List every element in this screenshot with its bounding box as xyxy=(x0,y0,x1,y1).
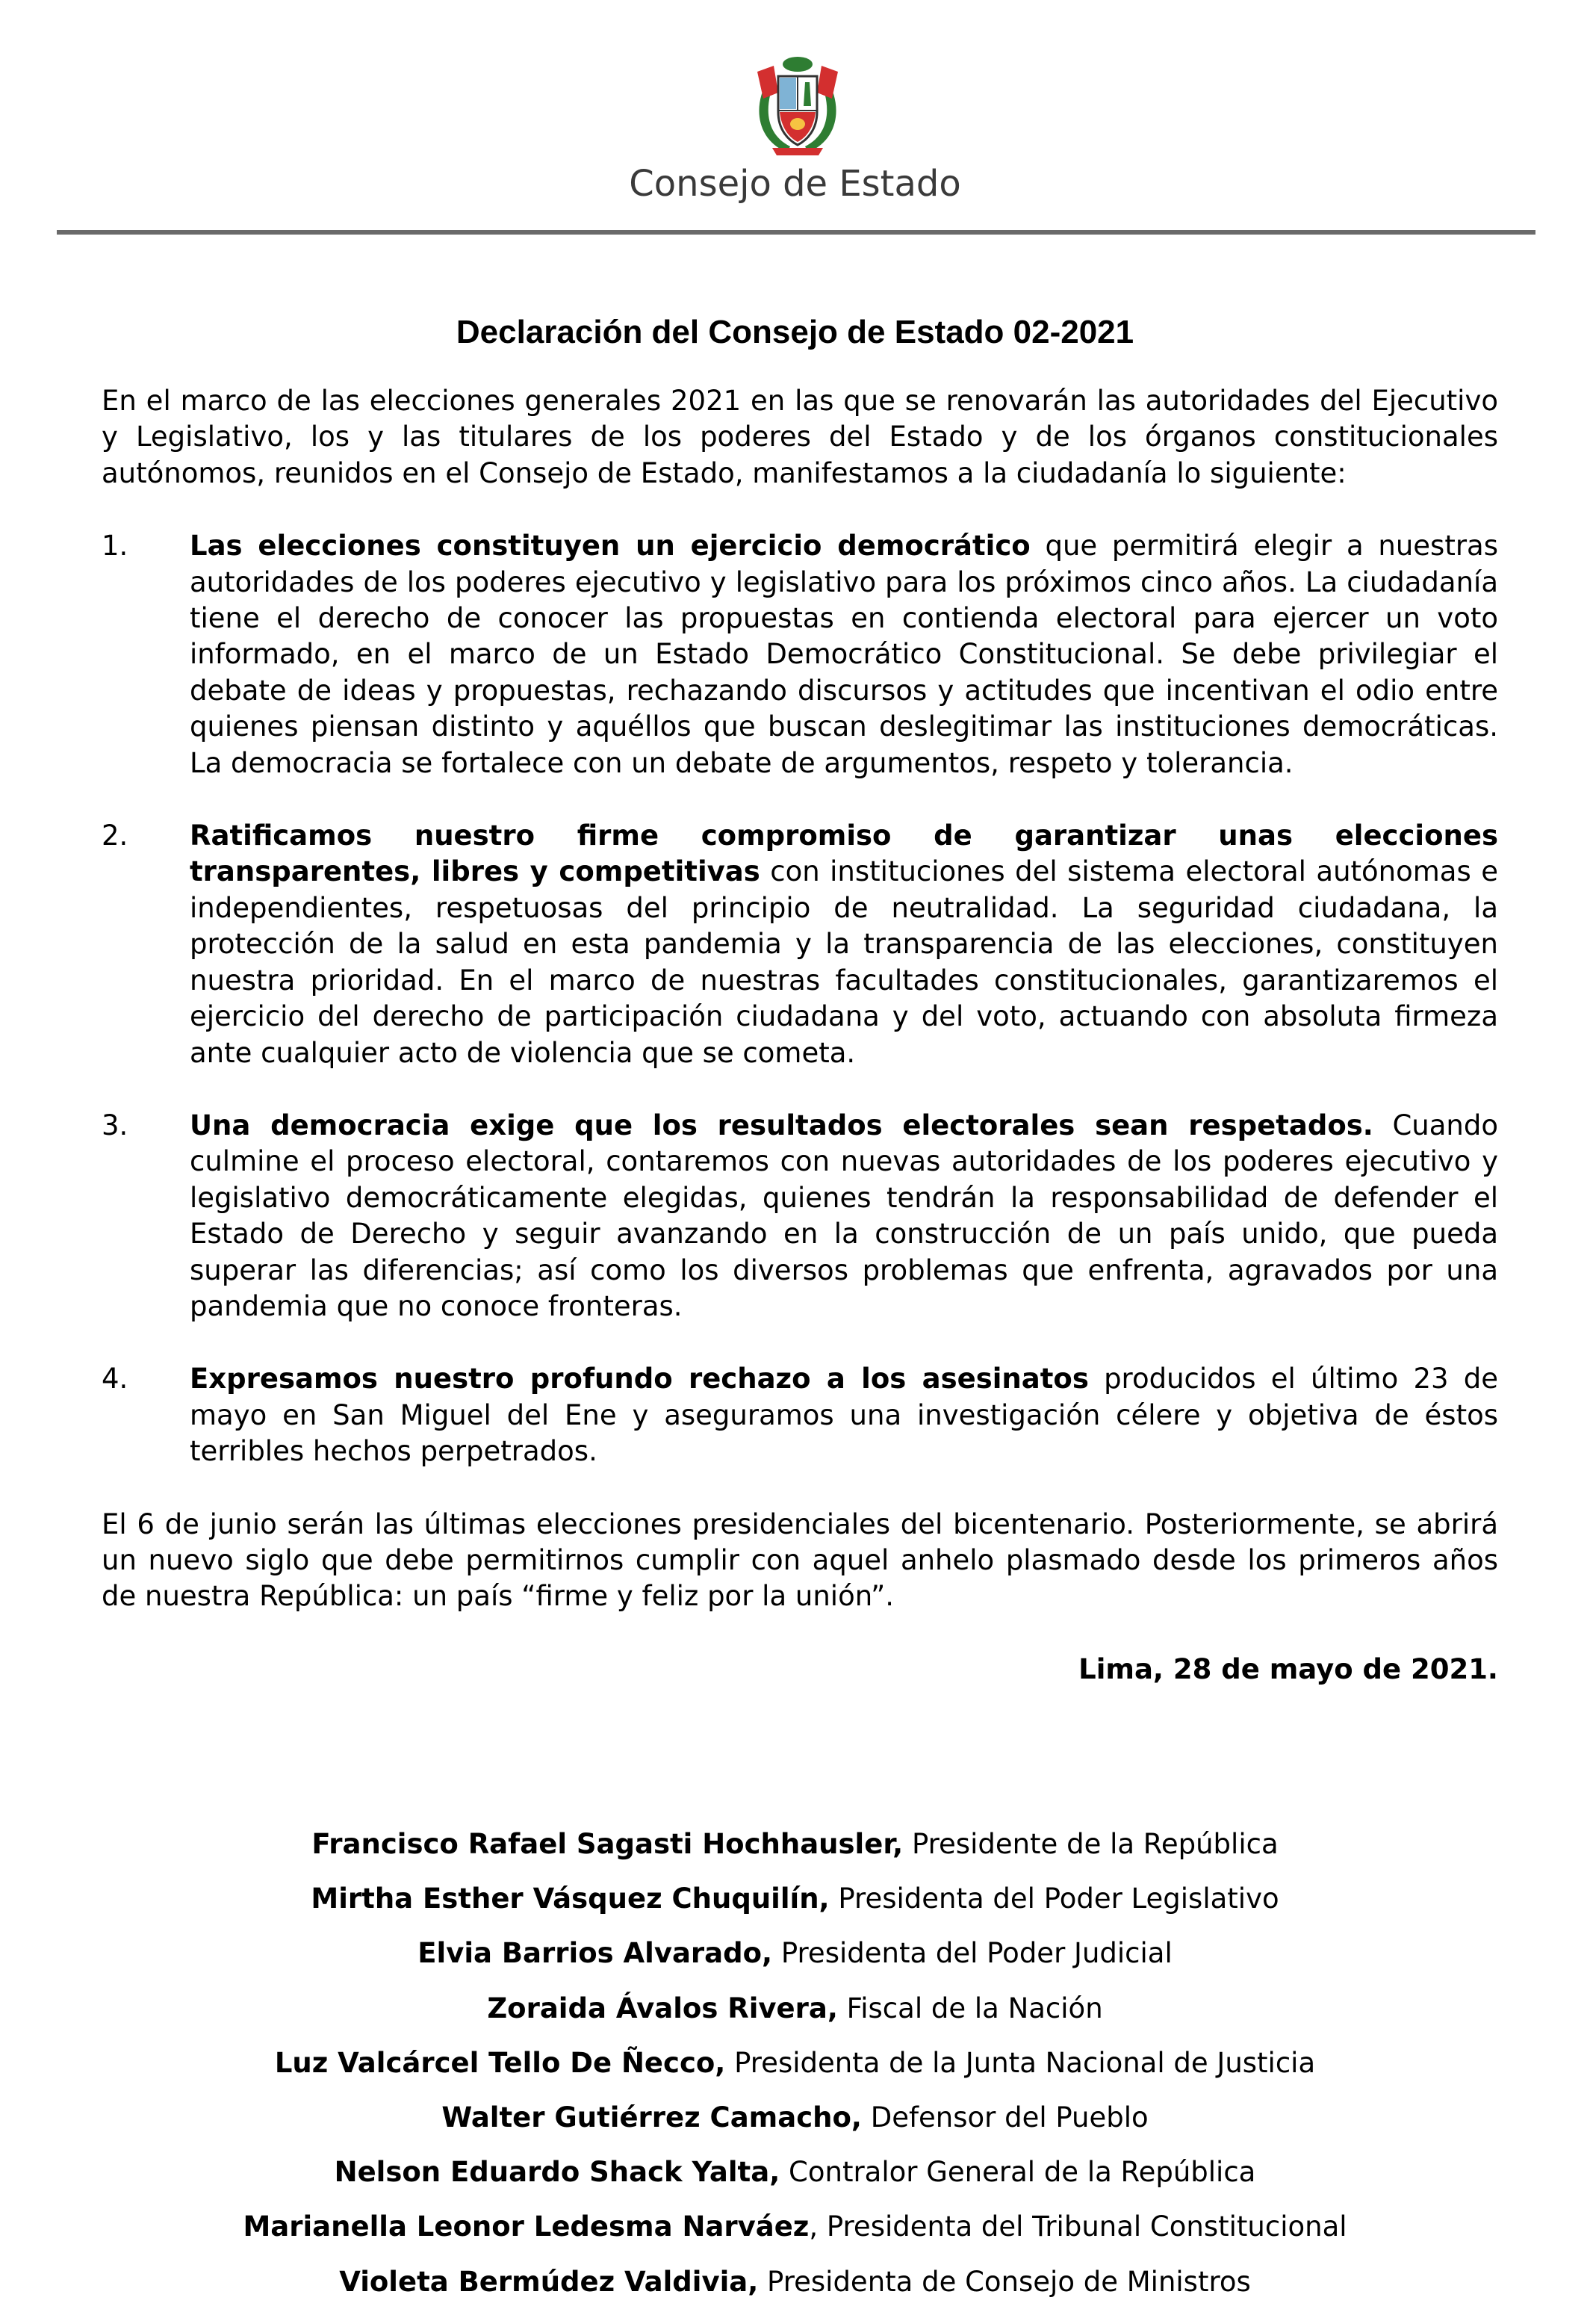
list-item xyxy=(102,1108,1498,1324)
list-item-number: 4. xyxy=(102,1363,128,1395)
signatory-name: Mirtha Esther Vásquez Chuquilín, xyxy=(311,1883,830,1915)
list-item-heading: Las elecciones constituyen un ejercicio democrático xyxy=(190,530,1031,563)
intro-paragraph: En el marco de las elecciones generales 2021 en las que se renovarán las autoridades del Ejecutivo y Legislativo, los y las titulares de los poderes del Estado y de los órganos constitucionales autónomos, reunidos en el Consejo de Estado, manifestamos a la ciudadanía lo siguiente: xyxy=(102,385,1498,489)
signatory-role: Contralor General de la República xyxy=(780,2156,1256,2189)
list-item-number: 1. xyxy=(102,530,128,563)
organization-name: Consejo de Estado xyxy=(629,163,961,205)
signatory xyxy=(0,2255,1590,2309)
signatory xyxy=(0,1981,1590,2036)
signatory-name: Violeta Bermúdez Valdivia, xyxy=(339,2265,759,2298)
signatory-role: Presidenta del Poder Judicial xyxy=(772,1937,1173,1970)
list-item-body: con instituciones del sistema electoral autónomas e independientes, respetuosas del principio de neutralidad. La seguridad ciudadana, la protección de la salud en esta pandemia y la transparencia de las elecciones, constituyen nuestra prioridad. En el marco de nuestras facultades constitucionales, garantizaremos el ejercicio del derecho de participación ciudadana y del voto, actuando con absoluta firmeza ante cualquier acto de violencia que se cometa. xyxy=(190,855,1498,1069)
list-item xyxy=(102,528,1498,781)
header-divider xyxy=(57,230,1535,235)
document-title: Declaración del Consejo de Estado 02-2021 xyxy=(456,314,1134,350)
signatory-name: Nelson Eduardo Shack Yalta, xyxy=(334,2156,780,2189)
signatory-name: Marianella Leonor Ledesma Narváez xyxy=(243,2210,810,2243)
signatory-name: Walter Gutiérrez Camacho, xyxy=(441,2101,862,2134)
signatory-role: Presidenta de la Junta Nacional de Justicia xyxy=(725,2046,1316,2079)
signatory-role: Presidente de la República xyxy=(903,1828,1279,1860)
list-item-text xyxy=(190,818,1498,1071)
signatory-name: Elvia Barrios Alvarado, xyxy=(417,1937,773,1970)
list-item-heading: Ratificamos nuestro firme compromiso de garantizar unas elecciones transparentes, libres y competitivas xyxy=(190,819,1498,888)
list-item-body: producidos el último 23 de mayo en San Miguel del Ene y aseguramos una investigación célere y objetiva de éstos terribles hechos perpetrados. xyxy=(190,1363,1498,1468)
signatory xyxy=(0,1817,1590,1871)
signatory xyxy=(0,1926,1590,1980)
list-item-body: que permitirá elegir a nuestras autoridades de los poderes ejecutivo y legislativo para los próximos cinco años. La ciudadanía tiene el derecho de conocer las propuestas en contienda electoral para ejercer un voto informado, en el marco de un Estado Democrático Constitucional. Se debe privilegiar el debate de ideas y propuestas, rechazando discursos y actitudes que incentivan el odio entre quienes piensan distinto y aquéllos que buscan deslegitimar las instituciones democráticas. La democracia se fortalece con un debate de argumentos, respeto y tolerancia. xyxy=(190,530,1498,779)
signatory-role: , Presidenta del Tribunal Constitucional xyxy=(809,2210,1347,2243)
signatory xyxy=(0,2199,1590,2254)
signatory xyxy=(0,1871,1590,1926)
peru-coat-of-arms-icon xyxy=(753,52,842,157)
signatory-name: Francisco Rafael Sagasti Hochhausler, xyxy=(311,1828,904,1860)
document-body xyxy=(102,383,1498,1688)
list-item-body: Cuando culmine el proceso electoral, contaremos con nuevas autoridades de los poderes ejecutivo y legislativo democráticamente elegidas, quienes tendrán la responsabilidad de defender el Estado de Derecho y seguir avanzando en la construcción de un país unido, que pueda superar las diferencias; así como los diversos problemas que enfrenta, agravados por una pandemia que no conoce fronteras. xyxy=(190,1109,1499,1322)
signatory xyxy=(0,2145,1590,2199)
list-item xyxy=(102,818,1498,1071)
signatory-name: Zoraida Ávalos Rivera, xyxy=(487,1992,838,2024)
place-and-date: Lima, 28 de mayo de 2021. xyxy=(1078,1652,1498,1685)
list-item-text xyxy=(190,1361,1498,1469)
signatory xyxy=(0,2036,1590,2090)
signatory-role: Presidenta de Consejo de Ministros xyxy=(758,2265,1251,2298)
signatories-list xyxy=(0,1817,1590,2309)
list-item-text xyxy=(190,528,1498,781)
signatory xyxy=(0,2090,1590,2145)
list-item-heading: Una democracia exige que los resultados electorales sean respetados. xyxy=(190,1109,1373,1141)
list-item-number: 3. xyxy=(102,1109,128,1141)
list-item-heading: Expresamos nuestro profundo rechazo a los asesinatos xyxy=(190,1363,1089,1395)
list-item-number: 2. xyxy=(102,819,128,852)
list-item-text xyxy=(190,1108,1498,1324)
signatory-role: Fiscal de la Nación xyxy=(837,1992,1103,2024)
signatory-role: Defensor del Pueblo xyxy=(861,2101,1149,2134)
signatory-name: Luz Valcárcel Tello De Ñecco, xyxy=(274,2046,726,2079)
closing-paragraph: El 6 de junio serán las últimas elecciones presidenciales del bicentenario. Posteriormente, se abrirá un nuevo siglo que debe permitirnos cumplir con aquel anhelo plasmado desde los primeros años de nuestra República: un país “firme y feliz por la unión”. xyxy=(102,1507,1498,1613)
signatory-role: Presidenta del Poder Legislativo xyxy=(829,1883,1279,1915)
list-item xyxy=(102,1361,1498,1469)
